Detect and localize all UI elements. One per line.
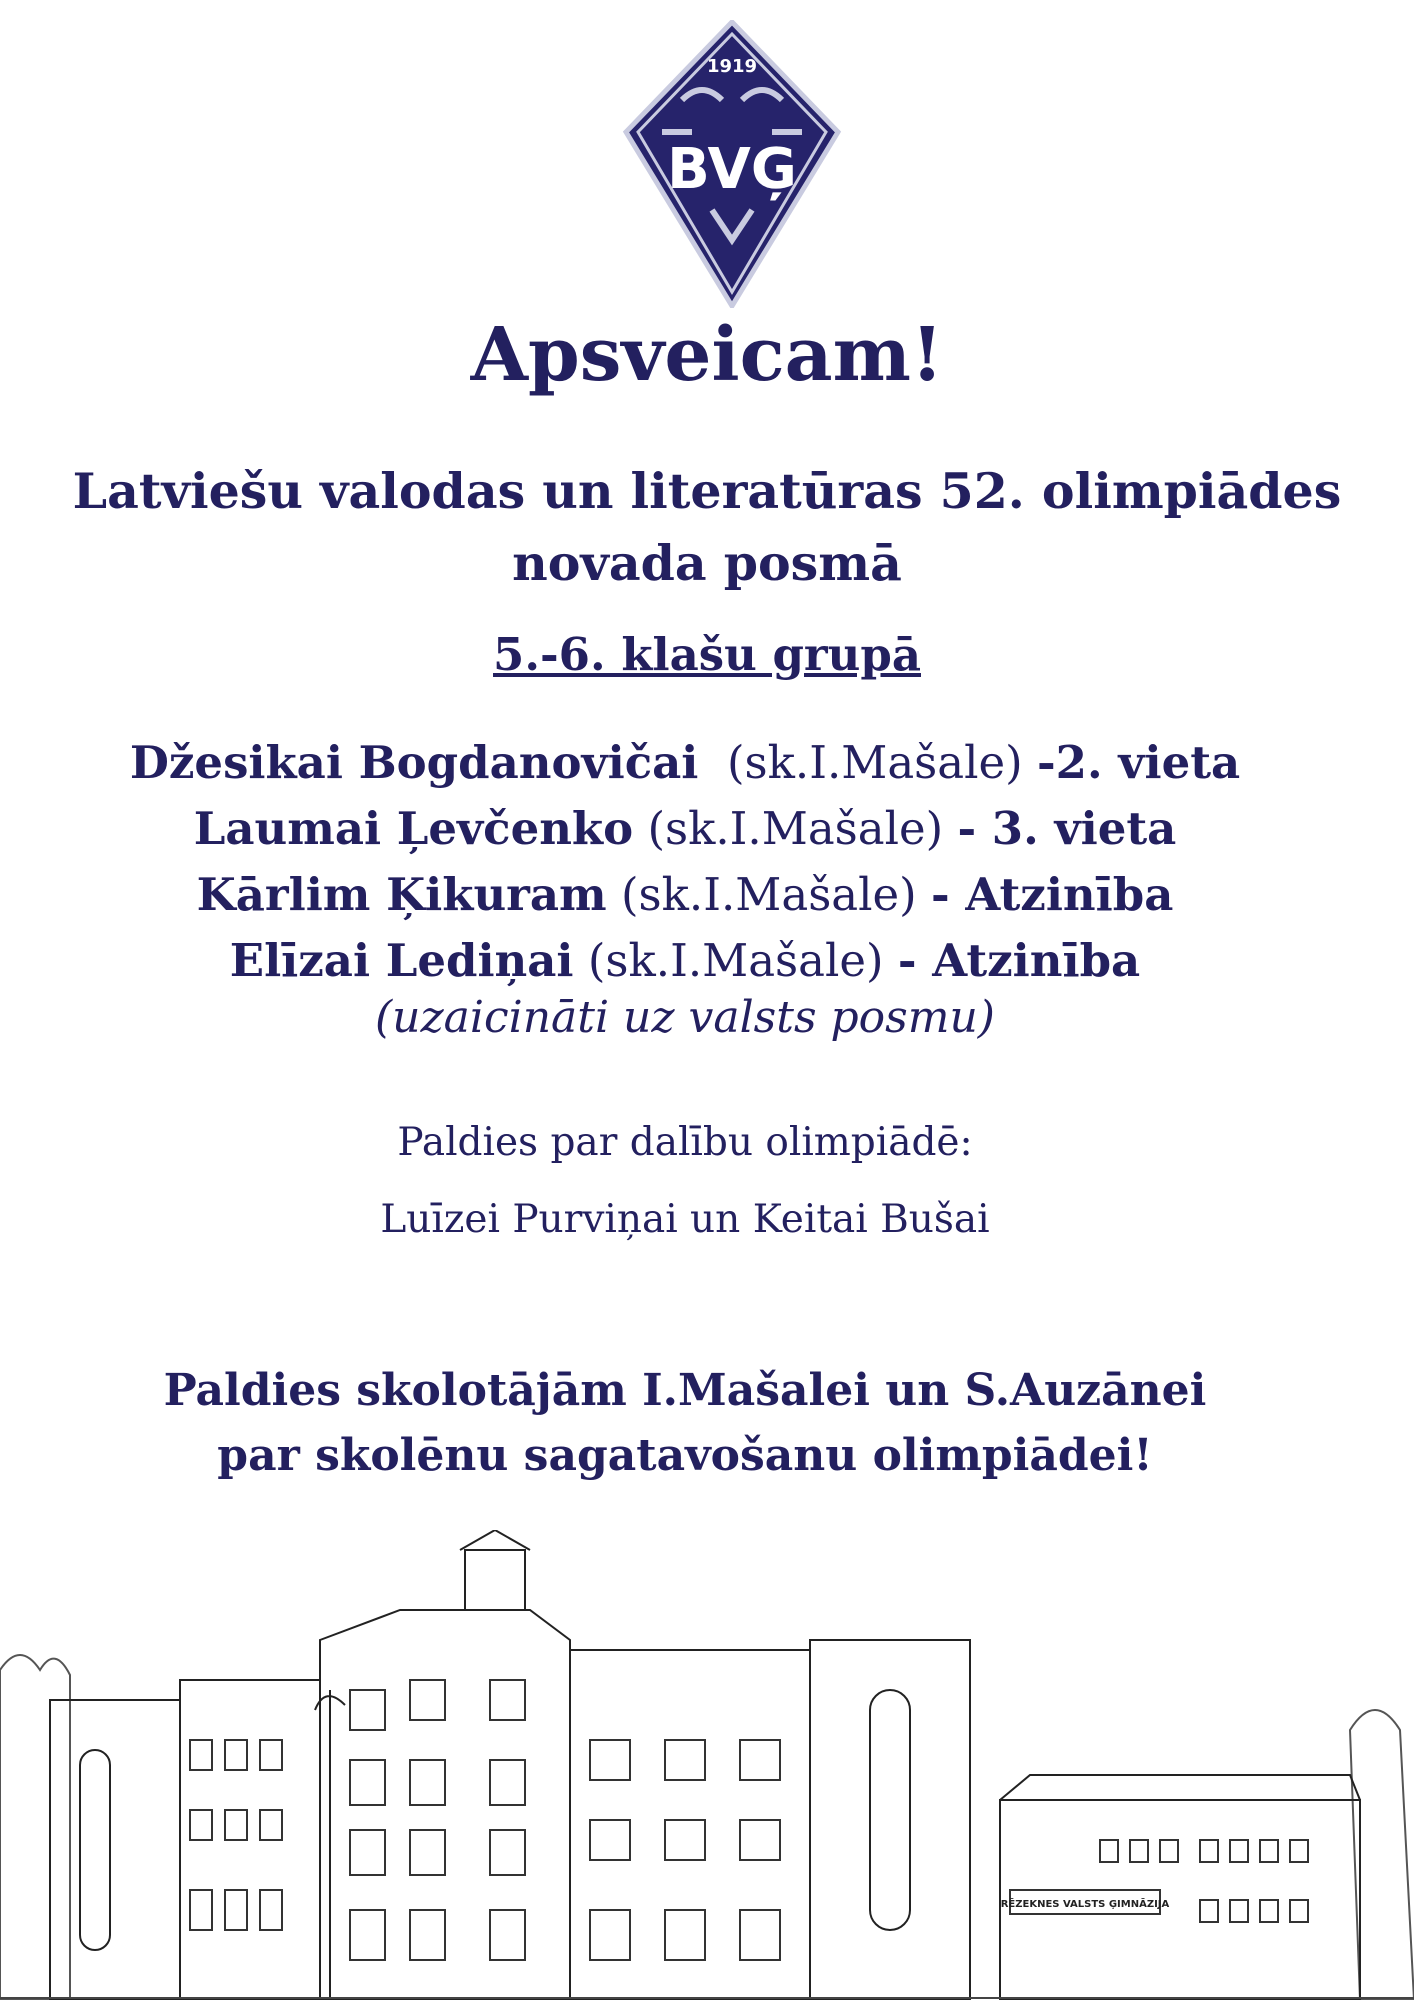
winner-school: (sk.I.Mašale) <box>726 736 1023 789</box>
participation-names: Luīzei Purviņai un Keitai Bušai <box>380 1197 990 1242</box>
winner-name: Džesikai Bogdanovičai <box>129 736 699 789</box>
winner-place: - Atzinība <box>931 868 1174 921</box>
invitation-note: (uzaicināti uz valsts posmu) <box>375 992 995 1043</box>
teacher-thanks-line-1: Paldies skolotājām I.Mašalei un S.Auzānei <box>163 1365 1207 1416</box>
winner-name: Kārlim Ķikuram <box>196 868 607 921</box>
subtitle-line-1: Latviešu valodas un literatūras 52. olimpiādes <box>72 462 1342 520</box>
winner-school: (sk.I.Mašale) <box>620 868 917 921</box>
winner-name: Elīzai Lediņai <box>229 934 574 987</box>
winner-name: Laumai Ļevčenko <box>193 802 634 855</box>
winner-place: -2. vieta <box>1037 736 1241 789</box>
teacher-thanks <box>0 1358 1392 1488</box>
logo-year: 1919 <box>706 56 758 77</box>
winner-school: (sk.I.Mašale) <box>647 802 944 855</box>
school-logo <box>622 20 842 308</box>
winner-place: - 3. vieta <box>957 802 1177 855</box>
winner-row <box>0 796 1392 862</box>
winner-row <box>0 928 1392 994</box>
subtitle-line-2: novada posmā <box>512 534 902 592</box>
winner-row <box>0 730 1392 796</box>
winner-row <box>0 862 1392 928</box>
winners-list <box>0 730 1392 994</box>
building-sign: RĒZEKNES VALSTS ĢIMNĀZIJA <box>1000 1899 1170 1910</box>
grade-group: 5.-6. klašu grupā <box>493 628 921 681</box>
winner-school: (sk.I.Mašale) <box>587 934 884 987</box>
winner-place: - Atzinība <box>897 934 1141 987</box>
logo-letters: BVĢ <box>667 137 797 202</box>
school-building-illustration <box>0 1530 1414 2000</box>
teacher-thanks-line-2: par skolēnu sagatavošanu olimpiādei! <box>217 1430 1153 1481</box>
olympiad-subtitle <box>0 455 1414 599</box>
page-title: Apsveicam! <box>470 312 944 398</box>
participation-label: Paldies par dalību olimpiādē: <box>397 1120 973 1165</box>
